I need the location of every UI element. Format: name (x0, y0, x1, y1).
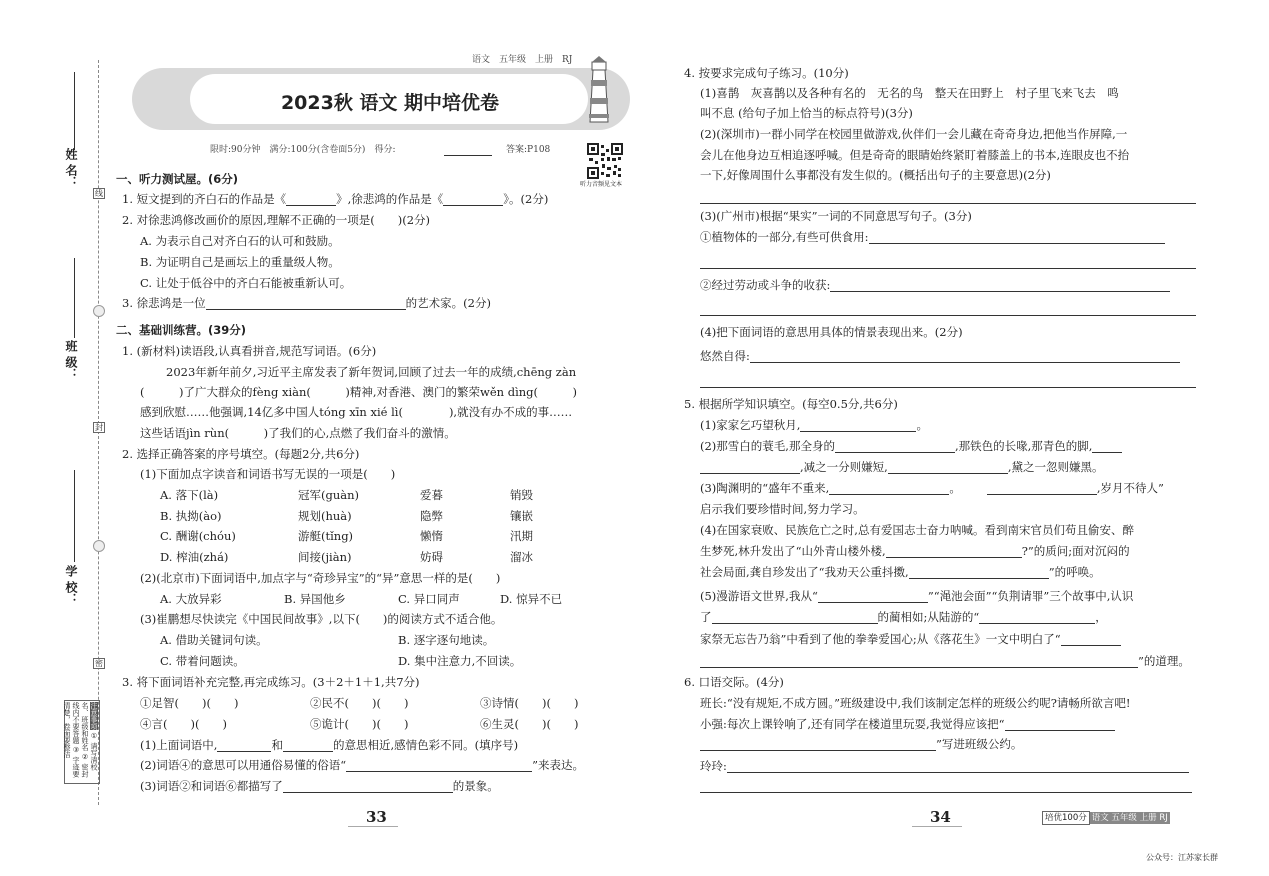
answer-line[interactable] (700, 792, 1192, 793)
option-a-word: 冠军(guàn) (298, 488, 360, 502)
option-c: C. 酬谢(chóu) (160, 529, 236, 543)
qr-caption: 听力音频见文本 (580, 181, 623, 188)
subquestion: (3)崔鹏想尽快读完《中国民间故事》,以下( )的阅读方式不适合他。 (140, 612, 503, 626)
subquestion: (5)漫游语文世界,我从“ ”“渑池会面”“负荆请罪”三个故事中,认识 (700, 589, 1134, 603)
option: A. 大放异彩 (160, 592, 222, 606)
option: D. 惊异不已 (500, 592, 563, 606)
option: C. 异口同声 (398, 592, 460, 606)
option-a: A. 落下(là) (160, 488, 219, 502)
subquestion: ”的道理。 (700, 654, 1190, 668)
binding-hole-1 (93, 305, 105, 317)
answer-blank[interactable] (987, 482, 1097, 495)
answer-blank[interactable] (979, 611, 1095, 624)
answer-blank[interactable] (818, 590, 928, 603)
answer-blank[interactable] (700, 461, 800, 474)
notice-title: 注意事项 (90, 702, 98, 730)
answer-line[interactable] (700, 315, 1196, 316)
subquestion: (1)喜鹊 灰喜鹊以及各种有名的 无名的鸟 整天在田野上 村子里飞来飞去 鸣 (700, 86, 1119, 100)
passage-line: ( )了广大群众的fèng xiàn( )精神,对香港、澳门的繁荣wěn dìng( ) (140, 385, 578, 399)
question-6: 6. 口语交际。(4分) (684, 675, 784, 689)
name-label: 姓 名： (64, 148, 78, 189)
idiom-item: ②民不( )( ) (310, 696, 409, 710)
page-number-underline (348, 826, 398, 827)
subquestion: (1)上面词语中, 和 的意思相近,感情色彩不同。(填序号) (140, 738, 519, 752)
binding-hole-2 (93, 540, 105, 552)
option-c-word: 懒惰 (420, 529, 443, 543)
name-line (74, 72, 75, 150)
passage-line: 2023年新年前夕,习近平主席发表了新年贺词,回顾了过去一年的成绩,chēng zàn (166, 365, 577, 379)
notice-item: ③ 字迹要清楚，卷面要整洁 (63, 702, 80, 778)
dialogue-line: 玲玲: (700, 759, 1189, 773)
answer-blank[interactable] (217, 739, 271, 752)
subquestion: (3)词语②和词语⑥都描写了 的景象。 (140, 779, 499, 793)
dialogue-line: 小强:每次上课铃响了,还有同学在楼道里玩耍,我觉得应该把“ (700, 717, 1115, 731)
section-1-title: 一、听力测试屋。(6分) (116, 172, 239, 186)
answer-blank[interactable] (1005, 718, 1115, 731)
subquestion: (1)家家乞巧望秋月, 。 (700, 418, 928, 432)
subquestion: (2)(深圳市)一群小同学在校园里做游戏,伙伴们一会儿藏在奇奇身边,把他当作屏障,一 (700, 127, 1128, 141)
option-c-word: 游艇(tǐng) (298, 529, 354, 543)
subquestion: (3)陶渊明的“盛年不重来, 。 ,岁月不待人” (700, 481, 1164, 495)
idiom-item: ⑤诡计( )( ) (310, 717, 409, 731)
footer-badge (1042, 811, 1170, 823)
subquestion: 生梦死,林升发出了“山外青山楼外楼, ?”的质问;面对沉闷的 (700, 544, 1130, 558)
subquestion: (4)把下面词语的意思用具体的情景表现出来。(2分) (700, 325, 963, 339)
school-line (74, 470, 75, 562)
question-1-2: 2. 对徐悲鸿修改画价的原因,理解不正确的一项是( )(2分) (122, 213, 431, 227)
page-number-underline (912, 826, 962, 827)
dialogue-line: 班长:“没有规矩,不成方圆。”班级建设中,我们该制定怎样的班级公约呢?请畅所欲言吧! (700, 696, 1131, 710)
answer-blank[interactable] (835, 440, 955, 453)
answer-ref: 答案:P108 (506, 145, 551, 155)
question-1-3: 3. 徐悲鸿是一位 的艺术家。(2分) (122, 296, 491, 310)
answer-blank[interactable] (750, 350, 1180, 363)
subquestion: ②经过劳动或斗争的收获: (700, 278, 1170, 292)
answer-blank[interactable] (206, 297, 406, 310)
option: B. 为证明自己是画坛上的重量级人物。 (140, 255, 340, 269)
score-blank[interactable] (444, 155, 492, 156)
qr-code-icon[interactable] (587, 143, 623, 179)
option: B. 异国他乡 (284, 592, 346, 606)
option-d-word: 妨碍 (420, 550, 443, 564)
notice-box (64, 700, 100, 784)
answer-blank[interactable] (1092, 440, 1122, 453)
answer-blank[interactable] (830, 279, 1170, 292)
notice-item: ② 密封线内不要答题 (72, 702, 89, 778)
idiom-item: ①足智( )( ) (140, 696, 239, 710)
subquestion: 会儿在他身边互相追逐呼喊。但是奇奇的眼睛始终紧盯着膝盖上的书本,连眼皮也不抬 (700, 148, 1130, 162)
subquestion: 启示我们要珍惜时间,努力学习。 (700, 502, 865, 516)
subquestion: (4)在国家衰败、民族危亡之时,总有爱国志士奋力呐喊。看到南宋官员们苟且偷安、醉 (700, 523, 1134, 537)
answer-blank[interactable] (712, 611, 878, 624)
answer-blank[interactable] (283, 739, 333, 752)
subquestion: 叫不息 (给句子加上恰当的标点符号)(3分) (700, 106, 913, 120)
answer-line[interactable] (700, 203, 1196, 204)
answer-blank[interactable] (800, 419, 916, 432)
subquestion: (1)下面加点字读音和词语书写无误的一项是( ) (140, 467, 396, 481)
idiom-item: ③诗情( )( ) (480, 696, 579, 710)
option-d-word: 间接(jiàn) (298, 550, 352, 564)
brand-label: 培优100分 (1042, 811, 1090, 825)
school-label: 学 校： (64, 565, 78, 606)
answer-line[interactable] (700, 268, 1196, 269)
subquestion: 一下,好像周围什么事都没有发生似的。(概括出句子的主要意思)(2分) (700, 168, 1051, 182)
option-b: B. 执拗(ào) (160, 509, 222, 523)
question-5: 5. 根据所学知识填空。(每空0.5分,共6分) (684, 397, 898, 411)
answer-blank[interactable] (886, 545, 1022, 558)
option-a-word: 销毁 (510, 488, 533, 502)
subquestion: (2)那雪白的蓑毛,那全身的 ,那铁色的长喙,那青色的脚, (700, 439, 1122, 453)
notice-item: ① 请写清校名、班级和姓名 (81, 702, 98, 771)
option-d: D. 榨油(zhá) (160, 550, 229, 564)
option: C. 让处于低谷中的齐白石能被重新认可。 (140, 276, 352, 290)
subquestion: 社会局面,龚自珍发出了“我劝天公重抖擞, ”的呼唤。 (700, 565, 1101, 579)
option-c-word: 汛期 (510, 529, 533, 543)
answer-blank[interactable] (829, 482, 949, 495)
option: B. 逐字逐句地读。 (398, 633, 495, 647)
question-4: 4. 按要求完成句子练习。(10分) (684, 66, 849, 80)
option-b-word: 规划(huà) (298, 509, 352, 523)
idiom-item: ④言( )( ) (140, 717, 227, 731)
answer-blank[interactable] (700, 738, 936, 751)
seal-mark-2: 封 (95, 423, 103, 432)
answer-blank[interactable] (888, 461, 1008, 474)
answer-blank[interactable] (283, 780, 453, 793)
subquestion: (3)(广州市)根据“果实”一词的不同意思写句子。(3分) (700, 209, 972, 223)
subquestion: (2)词语④的意思可以用通俗易懂的俗语“ ”来表达。 (140, 758, 585, 772)
question-2-1: 1. (新材料)读语段,认真看拼音,规范写词语。(6分) (122, 344, 377, 358)
class-label: 班 级： (64, 340, 78, 381)
subquestion: 了 的蔺相如;从陆游的“ ， (700, 610, 1107, 624)
option: D. 集中注意力,不回读。 (398, 654, 522, 668)
page-number-left: 33 (366, 808, 387, 826)
option-b-word: 镶嵌 (510, 509, 533, 523)
answer-blank[interactable] (909, 566, 1049, 579)
lighthouse-icon (584, 56, 614, 124)
answer-blank[interactable] (443, 193, 503, 206)
option-a-word: 爱暮 (420, 488, 443, 502)
exam-info: 限时:90分钟 满分:100分(含卷面5分) 得分: (210, 145, 396, 155)
page-number-right: 34 (930, 808, 951, 826)
subject-meta: 语文 五年级 上册 RJ (472, 55, 573, 65)
question-2-3: 3. 将下面词语补充完整,再完成练习。(3＋2＋1＋1,共7分) (122, 675, 420, 689)
subquestion: ①植物体的一部分,有些可供食用: (700, 230, 1165, 244)
wechat-label: 公众号：江苏家长群 (1146, 853, 1218, 862)
answer-line[interactable] (700, 387, 1196, 388)
dialogue-line: ”写进班级公约。 (700, 737, 1022, 751)
subquestion: ,减之一分则嫌短, ,黛之一忽则嫌黑。 (700, 460, 1103, 474)
option-b-word: 隐弊 (420, 509, 443, 523)
footer-meta: 语文 五年级 上册 RJ (1091, 813, 1168, 823)
question-1-1: 1. 短文提到的齐白石的作品是《 》,徐悲鸿的作品是《 》。(2分) (122, 192, 549, 206)
subquestion: 悠然自得: (700, 349, 1180, 363)
option: C. 带着问题读。 (160, 654, 245, 668)
question-2-2: 2. 选择正确答案的序号填空。(每题2分,共6分) (122, 447, 360, 461)
seal-mark-1: 线 (95, 189, 103, 198)
idiom-item: ⑥生灵( )( ) (480, 717, 579, 731)
answer-blank[interactable] (286, 193, 336, 206)
subquestion: 家祭无忘告乃翁”中看到了他的拳拳爱国心;从《落花生》一文中明白了“ (700, 632, 1121, 646)
class-line (74, 258, 75, 338)
page-title: 2023秋 语文 期中培优卷 (280, 92, 500, 114)
answer-blank[interactable] (869, 231, 1165, 244)
option-d-word: 溜冰 (510, 550, 533, 564)
passage-line: 这些话语jìn rùn( )了我们的心,点燃了我们奋斗的激情。 (140, 426, 456, 440)
answer-blank[interactable] (727, 760, 1189, 773)
seal-mark-3: 密 (95, 659, 103, 668)
answer-blank[interactable] (346, 759, 532, 772)
answer-blank[interactable] (1061, 633, 1121, 646)
answer-blank[interactable] (700, 655, 1138, 668)
section-2-title: 二、基础训练营。(39分) (116, 323, 247, 337)
subquestion: (2)(北京市)下面词语中,加点字与“奇珍异宝”的“异”意思一样的是( ) (140, 571, 501, 585)
option: A. 借助关键词句读。 (160, 633, 268, 647)
passage-line: 感到欣慰……他强调,14亿多中国人tóng xīn xié lì( ),就没有办不成的事…… (140, 405, 573, 419)
option: A. 为表示自己对齐白石的认可和鼓励。 (140, 234, 340, 248)
